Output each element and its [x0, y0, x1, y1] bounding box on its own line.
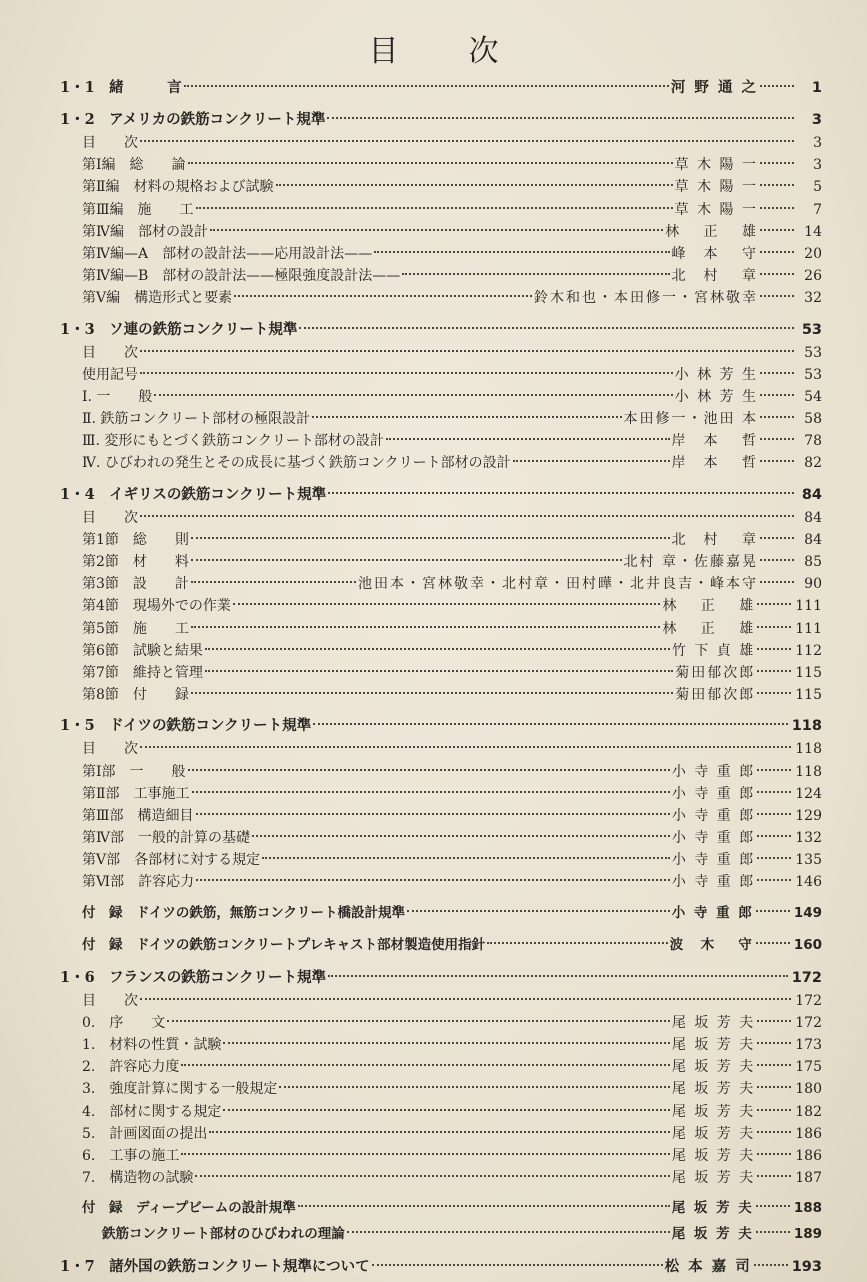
entry-page-number: 84 — [804, 509, 822, 526]
dot-leader — [140, 140, 794, 142]
entry-page-number: 118 — [791, 718, 822, 735]
toc-section-entry — [60, 1255, 822, 1279]
entry-title: 第Ⅵ部 許容応力 — [82, 874, 195, 891]
dot-leader — [196, 207, 673, 209]
dot-leader — [757, 1109, 791, 1111]
dot-leader — [191, 626, 660, 628]
entry-author: 尾 坂 芳 夫 — [671, 1103, 756, 1120]
dot-leader — [760, 295, 794, 297]
entry-page-number: 32 — [804, 290, 822, 307]
toc-entry — [60, 364, 822, 386]
entry-author: 尾 坂 芳 夫 — [671, 1081, 756, 1098]
toc-section-entry — [60, 76, 822, 100]
dot-leader — [196, 879, 670, 881]
toc-entry — [60, 342, 822, 364]
toc-entry — [60, 849, 822, 871]
entry-title: 第7節 維持と管理 — [82, 664, 203, 681]
entry-page-number: 84 — [801, 486, 822, 503]
toc-entry — [60, 1034, 822, 1056]
entry-author: 林 正 雄 — [662, 620, 756, 637]
entry-author: 草 木 陽 一 — [674, 179, 758, 196]
entry-author: 小 寺 重 郎 — [671, 852, 756, 869]
toc-entry — [60, 827, 822, 849]
table-of-contents — [60, 76, 822, 1279]
entry-author: 岸 本 哲 — [671, 433, 758, 450]
toc-entry — [60, 900, 822, 926]
entry-author: 小 寺 重 郎 — [671, 807, 756, 824]
entry-author: 鈴木和也・本田修一・宮林敬幸 — [534, 290, 758, 307]
page-title: 目次 — [368, 34, 569, 69]
entry-author: 峰 本 守 — [671, 245, 758, 262]
entry-title: 付 録 ドイツの鉄筋コンクリートプレキャスト部材製造使用指針 — [82, 936, 486, 953]
entry-title: 4. 部材に関する規定 — [82, 1103, 222, 1120]
entry-page-number: 129 — [795, 807, 822, 824]
dot-leader — [181, 1064, 670, 1066]
entry-title: 使用記号 — [82, 366, 138, 383]
dot-leader — [205, 670, 673, 672]
dot-leader — [756, 910, 790, 912]
entry-page-number: 172 — [795, 992, 822, 1009]
entry-author: 菊田郁次郎 — [675, 687, 756, 704]
dot-leader — [756, 1231, 790, 1233]
dot-leader — [191, 581, 356, 583]
dot-leader — [513, 460, 670, 462]
entry-page-number: 173 — [795, 1037, 822, 1053]
dot-leader — [279, 1086, 670, 1088]
entry-author: 池田本・宮林敬幸・北村章・田村曄・北井良吉・峰本守 — [358, 576, 758, 593]
entry-title: 第5節 施 工 — [82, 620, 189, 637]
entry-title: 1・2 アメリカの鉄筋コンクリート規準 — [60, 111, 326, 128]
entry-author: 林 正 雄 — [665, 223, 758, 240]
entry-title: 目 次 — [82, 344, 138, 361]
entry-author: 尾 坂 芳 夫 — [671, 1014, 756, 1031]
entry-author: 林 正 雄 — [662, 598, 756, 615]
dot-leader — [298, 1205, 670, 1207]
dot-leader — [299, 327, 794, 329]
entry-page-number: 58 — [804, 411, 822, 428]
entry-page-number: 54 — [804, 388, 822, 405]
dot-leader — [167, 1020, 670, 1022]
entry-author: 北 村 章 — [671, 531, 758, 548]
dot-leader — [140, 350, 794, 352]
entry-author: 本田修一・池田 本 — [623, 411, 758, 428]
entry-page-number: 115 — [795, 687, 822, 704]
toc-entry — [60, 154, 822, 176]
entry-page-number: 160 — [793, 936, 822, 953]
toc-entry — [60, 805, 822, 827]
dot-leader — [757, 626, 791, 628]
entry-author: 小 寺 重 郎 — [671, 785, 756, 802]
toc-entry — [60, 452, 822, 474]
dot-leader — [184, 85, 669, 87]
entry-author: 尾 坂 芳 夫 — [671, 1059, 756, 1076]
dot-leader — [313, 723, 788, 725]
dot-leader — [487, 942, 668, 944]
dot-leader — [754, 1264, 788, 1266]
entry-page-number: 186 — [795, 1147, 822, 1164]
dot-leader — [140, 372, 673, 374]
dot-leader — [195, 1175, 670, 1177]
entry-page-number: 3 — [813, 157, 822, 174]
entry-page-number: 82 — [804, 455, 822, 472]
dot-leader — [386, 438, 670, 440]
entry-author: 小 寺 重 郎 — [671, 874, 756, 891]
dot-leader — [760, 251, 794, 253]
entry-title: 第2節 材 料 — [82, 554, 189, 570]
entry-page-number: 187 — [795, 1170, 822, 1187]
dot-leader — [757, 1064, 791, 1066]
toc-section-entry — [60, 966, 822, 990]
entry-author: 北村 章・佐藤嘉晃 — [623, 554, 758, 570]
dot-leader — [757, 813, 791, 815]
entry-title: 目 次 — [82, 741, 138, 758]
entry-title: 第Ⅳ編—B 部材の設計法——極限強度設計法—— — [82, 268, 401, 285]
toc-entry — [60, 990, 822, 1012]
entry-title: 1・3 ソ連の鉄筋コンクリート規準 — [60, 320, 298, 338]
entry-author: 尾 坂 芳 夫 — [671, 1200, 754, 1217]
dot-leader — [756, 942, 790, 944]
entry-page-number: 132 — [795, 830, 822, 847]
dot-leader — [760, 85, 794, 87]
entry-page-number: 26 — [804, 268, 822, 285]
toc-section-entry — [60, 318, 822, 342]
dot-leader — [196, 813, 670, 815]
dot-leader — [407, 910, 670, 912]
entry-page-number: 188 — [793, 1200, 822, 1217]
toc-entry — [60, 662, 822, 684]
entry-title: 付 録 ディープビームの設計規準 — [82, 1200, 296, 1217]
toc-entry — [60, 132, 822, 154]
dot-leader — [760, 460, 794, 462]
dot-leader — [140, 998, 791, 1000]
entry-author: 小 寺 重 郎 — [671, 830, 756, 847]
entry-title: 第3節 設 計 — [82, 576, 189, 593]
toc-entry — [60, 738, 822, 760]
toc-entry — [60, 176, 822, 198]
dot-leader — [760, 559, 794, 561]
toc-entry — [60, 640, 822, 662]
entry-author: 岸 本 哲 — [671, 455, 758, 472]
entry-page-number: 111 — [795, 620, 822, 637]
toc-entry — [60, 573, 822, 595]
entry-title: 0. 序 文 — [82, 1014, 166, 1031]
entry-page-number: 85 — [804, 554, 822, 570]
dot-leader — [757, 1131, 791, 1133]
toc-entry — [60, 386, 822, 408]
entry-title: 1. 材料の性質・試験 — [82, 1037, 222, 1053]
dot-leader — [757, 835, 791, 837]
entry-page-number: 3 — [813, 135, 822, 151]
entry-page-number: 189 — [793, 1226, 822, 1243]
entry-title: 第4節 現場外での作業 — [82, 598, 231, 615]
entry-title: Ⅱ. 鉄筋コンクリート部材の極限設計 — [82, 411, 311, 428]
entry-title: Ⅰ. 一 般 — [82, 388, 153, 405]
entry-page-number: 172 — [795, 1014, 822, 1031]
entry-author: 菊田郁次郎 — [675, 664, 756, 681]
entry-page-number: 146 — [795, 874, 822, 891]
toc-entry — [60, 761, 822, 783]
toc-entry — [60, 1078, 822, 1100]
toc-section-entry — [60, 714, 822, 738]
entry-title: 1・1 緒 言 — [60, 79, 182, 96]
toc-entry — [60, 1145, 822, 1167]
toc-entry — [60, 430, 822, 452]
toc-entry — [60, 871, 822, 893]
toc-entry — [60, 932, 822, 958]
entry-title: 第8節 付 録 — [82, 687, 189, 704]
entry-page-number: 124 — [795, 785, 822, 802]
entry-page-number: 7 — [813, 201, 822, 218]
dot-leader — [760, 394, 794, 396]
entry-page-number: 149 — [793, 904, 822, 921]
entry-title: 第1節 総 則 — [82, 531, 189, 548]
dot-leader — [154, 394, 672, 396]
entry-page-number: 90 — [804, 576, 822, 593]
entry-author: 波 木 守 — [669, 936, 754, 953]
dot-leader — [757, 1020, 791, 1022]
entry-title: 付 録 ドイツの鉄筋，無筋コンクリート橋設計規準 — [82, 904, 406, 921]
dot-leader — [760, 416, 794, 418]
entry-page-number: 182 — [795, 1103, 822, 1120]
entry-title: 第Ⅴ部 各部材に対する規定 — [82, 852, 261, 869]
entry-author: 草 木 陽 一 — [674, 201, 758, 218]
dot-leader — [327, 117, 794, 119]
entry-page-number: 115 — [795, 664, 822, 681]
entry-title: 第Ⅳ編 部材の設計 — [82, 223, 208, 240]
toc-entry — [60, 1123, 822, 1145]
dot-leader — [347, 1231, 670, 1233]
entry-page-number: 172 — [791, 969, 822, 986]
dot-leader — [328, 492, 794, 494]
dot-leader — [760, 372, 794, 374]
toc-entry — [60, 199, 822, 221]
toc-entry — [60, 221, 822, 243]
entry-author: 北 村 章 — [671, 268, 758, 285]
dot-leader — [276, 184, 673, 186]
dot-leader — [374, 251, 669, 253]
toc-entry — [60, 243, 822, 265]
entry-page-number: 78 — [804, 433, 822, 450]
entry-page-number: 53 — [804, 366, 822, 383]
dot-leader — [188, 769, 670, 771]
entry-title: 2. 許容応力度 — [82, 1059, 180, 1076]
dot-leader — [188, 162, 673, 164]
entry-page-number: 5 — [813, 179, 822, 196]
entry-title: 目 次 — [82, 135, 138, 151]
dot-leader — [192, 791, 670, 793]
dot-leader — [372, 1264, 663, 1266]
entry-title: 3. 強度計算に関する一般規定 — [82, 1081, 278, 1098]
entry-title: 5. 計画図面の提出 — [82, 1125, 208, 1142]
entry-author: 尾 坂 芳 夫 — [671, 1170, 756, 1187]
entry-title: 第Ⅴ編 構造形式と要素 — [82, 290, 233, 307]
dot-leader — [757, 879, 791, 881]
toc-entry — [60, 1167, 822, 1189]
dot-leader — [760, 581, 794, 583]
entry-author: 小 寺 重 郎 — [671, 904, 754, 921]
dot-leader — [757, 1175, 791, 1177]
dot-leader — [233, 603, 660, 605]
dot-leader — [757, 603, 791, 605]
dot-leader — [757, 857, 791, 859]
toc-section-entry — [60, 483, 822, 507]
toc-entry — [60, 1012, 822, 1034]
dot-leader — [757, 1086, 791, 1088]
dot-leader — [223, 1109, 670, 1111]
dot-leader — [191, 537, 670, 539]
entry-author: 小 寺 重 郎 — [671, 763, 756, 780]
entry-page-number: 118 — [795, 763, 822, 780]
entry-page-number: 135 — [795, 852, 822, 869]
toc-section-entry — [60, 108, 822, 132]
toc-entry — [60, 551, 822, 573]
entry-page-number: 111 — [795, 598, 822, 615]
dot-leader — [262, 857, 670, 859]
entry-author: 河 野 通 之 — [670, 80, 758, 96]
dot-leader — [402, 273, 669, 275]
dot-leader — [223, 1042, 670, 1044]
dot-leader — [757, 1153, 791, 1155]
entry-title: Ⅲ. 変形にもとづく鉄筋コンクリート部材の設計 — [82, 433, 384, 450]
entry-title: 第Ⅱ編 材料の規格および試験 — [82, 179, 274, 196]
dot-leader — [209, 1131, 670, 1133]
dot-leader — [757, 648, 791, 650]
dot-leader — [757, 769, 791, 771]
entry-title: 目 次 — [82, 509, 138, 526]
dot-leader — [757, 692, 791, 694]
dot-leader — [757, 791, 791, 793]
entry-page-number: 112 — [795, 642, 822, 659]
entry-title: 7. 構造物の試験 — [82, 1170, 194, 1187]
entry-page-number: 1 — [811, 80, 822, 96]
entry-author: 尾 坂 芳 夫 — [671, 1037, 756, 1053]
toc-entry — [60, 1195, 822, 1221]
entry-title: 第Ⅱ部 工事施工 — [82, 785, 190, 802]
dot-leader — [181, 1153, 670, 1155]
entry-author: 松 本 嘉 司 — [664, 1259, 752, 1276]
dot-leader — [140, 515, 794, 517]
entry-page-number: 175 — [795, 1059, 822, 1076]
entry-page-number: 186 — [795, 1125, 822, 1142]
dot-leader — [191, 559, 622, 561]
toc-entry — [60, 507, 822, 529]
toc-entry — [60, 684, 822, 706]
entry-title: 1・6 フランスの鉄筋コンクリート規準 — [60, 968, 326, 986]
entry-title: 第Ⅲ部 構造細目 — [82, 807, 194, 824]
entry-page-number: 20 — [804, 245, 822, 262]
toc-entry — [60, 1221, 822, 1247]
toc-entry — [60, 595, 822, 617]
dot-leader — [205, 648, 670, 650]
dot-leader — [191, 692, 673, 694]
entry-title: 第Ⅲ編 施 工 — [82, 201, 194, 218]
entry-page-number: 53 — [804, 344, 822, 361]
dot-leader — [757, 1042, 791, 1044]
entry-title: 第Ⅳ編—A 部材の設計法——応用設計法—— — [82, 245, 373, 262]
toc-entry — [60, 618, 822, 640]
entry-title: 1・7 諸外国の鉄筋コンクリート規準について — [60, 1258, 370, 1276]
entry-author: 尾 坂 芳 夫 — [671, 1226, 754, 1243]
entry-title: 目 次 — [82, 992, 138, 1009]
toc-entry — [60, 783, 822, 805]
dot-leader — [760, 229, 794, 231]
toc-entry — [60, 1056, 822, 1078]
entry-title: 鉄筋コンクリート部材のひびわれの理論 — [102, 1226, 345, 1243]
entry-title: Ⅳ. ひびわれの発生とその成長に基づく鉄筋コンクリート部材の設計 — [82, 455, 511, 472]
entry-author: 小 林 芳 生 — [674, 388, 758, 405]
toc-entry — [60, 1101, 822, 1123]
dot-leader — [760, 162, 794, 164]
toc-entry — [60, 408, 822, 430]
entry-page-number: 14 — [804, 223, 822, 240]
dot-leader — [756, 1205, 790, 1207]
dot-leader — [328, 975, 788, 977]
dot-leader — [760, 537, 794, 539]
entry-author: 小 林 芳 生 — [674, 366, 758, 383]
entry-page-number: 193 — [791, 1259, 822, 1276]
dot-leader — [760, 207, 794, 209]
entry-title: 第6節 試験と結果 — [82, 642, 203, 659]
entry-title: 第Ⅳ部 一般的計算の基礎 — [82, 830, 250, 847]
entry-title: 1・4 イギリスの鉄筋コンクリート規準 — [60, 485, 327, 503]
dot-leader — [252, 835, 670, 837]
entry-page-number: 118 — [795, 741, 822, 758]
entry-title: 6. 工事の施工 — [82, 1147, 180, 1164]
entry-author: 草 木 陽 一 — [674, 157, 758, 174]
entry-author: 竹 下 貞 雄 — [671, 642, 756, 659]
entry-page-number: 3 — [811, 112, 822, 128]
entry-page-number: 53 — [801, 321, 822, 338]
toc-entry — [60, 529, 822, 551]
dot-leader — [757, 670, 791, 672]
dot-leader — [760, 273, 794, 275]
entry-title: 1・5 ドイツの鉄筋コンクリート規準 — [60, 717, 312, 735]
entry-page-number: 180 — [795, 1081, 822, 1098]
entry-title: 第Ⅰ編 総 論 — [82, 157, 186, 174]
entry-author: 尾 坂 芳 夫 — [671, 1125, 756, 1142]
dot-leader — [234, 295, 532, 297]
toc-entry — [60, 265, 822, 287]
dot-leader — [760, 438, 794, 440]
entry-title: 第Ⅰ部 一 般 — [82, 763, 186, 780]
dot-leader — [140, 746, 791, 748]
dot-leader — [760, 184, 794, 186]
toc-entry — [60, 287, 822, 309]
entry-page-number: 84 — [804, 531, 822, 548]
dot-leader — [312, 416, 621, 418]
dot-leader — [210, 229, 663, 231]
entry-author: 尾 坂 芳 夫 — [671, 1147, 756, 1164]
